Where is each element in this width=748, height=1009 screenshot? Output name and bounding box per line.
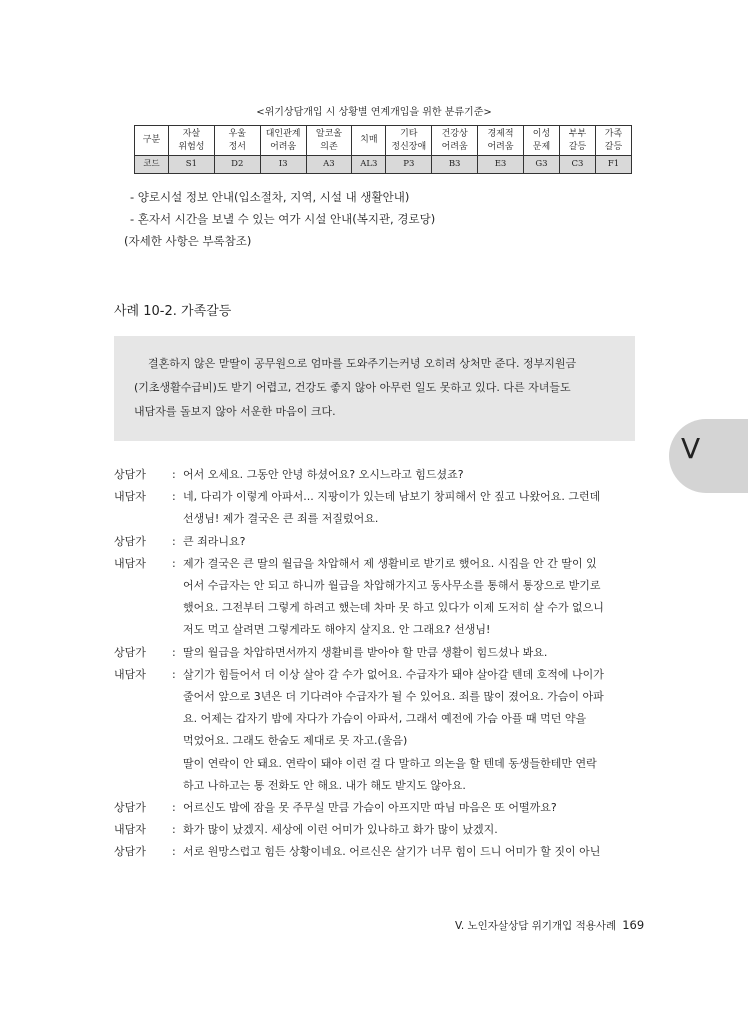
dialogue-turn: 내담자 : 네, 다리가 이렇게 아파서... 지팡이가 있는데 남보기 창피해서 안 짚고 나왔어요. 그런데 선생님! 제가 결국은 큰 죄를 저질렀어요.	[114, 486, 644, 530]
dialogue-line: 제가 결국은 큰 딸의 월급을 차압해서 제 생활비로 받기로 했어요. 시집을 안 간 딸이 있	[183, 556, 597, 570]
table-header-cell: 대인관계 어려움	[260, 126, 306, 156]
dialogue-turn: 상담가 : 딸의 월급을 차압하면서까지 생활비를 받아야 할 만큼 생활이 힘드셨나 봐요.	[114, 642, 644, 664]
speaker-label: 내담자	[114, 556, 146, 570]
table-code-cell: I3	[260, 156, 306, 174]
dialogue-line: 네, 다리가 이렇게 아파서... 지팡이가 있는데 남보기 창피해서 안 짚고 나왔어요. 그런데	[183, 490, 601, 504]
dialogue-line: 큰 죄라니요?	[183, 534, 246, 548]
dialogue-line: 요. 어제는 갑자기 밤에 자다가 가슴이 아파서, 그래서 예전에 가슴 아플 때 먹던 약을	[183, 712, 587, 726]
table-header-row	[135, 126, 632, 156]
table-header-cell: 건강상 어려움	[432, 126, 478, 156]
dialogue-line: 하고 나하고는 통 전화도 안 해요. 내가 해도 받지도 않아요.	[183, 778, 466, 792]
list-item: (자세한 사항은 부록참조)	[124, 234, 252, 248]
dialogue-line: 먹었어요. 그래도 한숨도 제대로 못 자고.(울음)	[183, 734, 408, 748]
speaker-label: 상담가	[114, 468, 146, 481]
table-code-cell: B3	[432, 156, 478, 174]
dialogue-turn: 상담가 : 어서 오세요. 그동안 안녕 하셨어요? 오시느라고 힘드셨죠?	[114, 464, 644, 486]
chapter-tab-label: V	[681, 432, 701, 465]
footer-chapter-title: V. 노인자살상담 위기개입 적용사례	[455, 920, 617, 932]
list-item: - 양로시설 정보 안내(입소절차, 지역, 시설 내 생활안내)	[130, 190, 410, 204]
table-header-cell: 이성 문제	[524, 126, 560, 156]
dialogue-line: 화가 많이 났겠지. 세상에 이런 어미가 있나하고 화가 많이 났겠지.	[183, 823, 498, 837]
table-header-cell: 가족 갈등	[596, 126, 632, 156]
dialogue-line: 줄어서 앞으로 3년은 더 기다려야 수급자가 될 수 있어요. 죄를 많이 졌어요. 가슴이 아파	[183, 690, 604, 704]
dialogue-line: 딸이 연락이 안 돼요. 연락이 돼야 이런 걸 다 말하고 의논을 할 텐데 동생들한테만 연락	[183, 756, 597, 770]
counseling-dialogue	[114, 464, 644, 864]
dialogue-line: 저도 먹고 살려면 그렇게라도 해야지 살지요. 안 그래요? 선생님!	[183, 623, 491, 637]
dialogue-turn: 내담자 : 제가 결국은 큰 딸의 월급을 차압해서 제 생활비로 받기로 했어요. 시집을 안 간 딸이 있 어서 수급자는 안 되고 하니까 월급을 차압해가지고 동사무소를 통해서 통장으로 받기로 했어요. 그전부터 그렇게 하려고 했는데 차마 못 하고 있다가 이제 도저히 살 수가 없으니 저도 먹고 살려면 그렇게라도 해야지 살지요. 안 그래요? 선생님!	[114, 553, 644, 642]
dialogue-line: 선생님! 제가 결국은 큰 죄를 저질렀어요.	[183, 512, 379, 526]
table-code-label: 코드	[135, 156, 169, 174]
table-header-cell: 기타 정신장애	[386, 126, 432, 156]
summary-line: 내담자를 돌보지 않아 서운한 마음이 크다.	[134, 405, 336, 418]
table-code-cell: AL3	[352, 156, 386, 174]
page-number: 169	[622, 918, 645, 932]
table-header-cell: 경제적 어려움	[478, 126, 524, 156]
dialogue-line: 살기가 힘들어서 더 이상 살아 갈 수가 없어요. 수급자가 돼야 살아갈 텐데 호적에 나이가	[183, 667, 604, 681]
classification-table	[134, 125, 632, 174]
speaker-label: 상담가	[114, 801, 146, 815]
list-item: - 혼자서 시간을 보낼 수 있는 여가 시설 안내(복지관, 경로당)	[130, 212, 436, 226]
dialogue-line: 어르신도 밤에 잠을 못 주무실 만큼 가슴이 아프지만 따님 마음은 또 어떨까요?	[183, 801, 557, 815]
speaker-label: 상담가	[114, 845, 146, 859]
table-header-cell: 부부 갈등	[560, 126, 596, 156]
page-footer	[455, 918, 644, 933]
section-title: 사례 10-2. 가족갈등	[114, 304, 232, 319]
dialogue-turn: 내담자 : 화가 많이 났겠지. 세상에 이런 어미가 있나하고 화가 많이 났겠지.	[114, 819, 644, 841]
dialogue-line: 어서 수급자는 안 되고 하니까 월급을 차압해가지고 동사무소를 통해서 통장으로 받기로	[183, 579, 601, 593]
referral-list	[124, 186, 436, 252]
table-code-cell: P3	[386, 156, 432, 174]
table-code-cell: D2	[214, 156, 260, 174]
table-header-label: 구분	[135, 126, 169, 156]
dialogue-line: 딸의 월급을 차압하면서까지 생활비를 받아야 할 만큼 생활이 힘드셨나 봐요.	[183, 645, 548, 659]
table-code-cell: E3	[478, 156, 524, 174]
table-code-cell: A3	[306, 156, 352, 174]
table-code-cell: G3	[524, 156, 560, 174]
summary-line: (기초생활수급비)도 받기 어렵고, 건강도 좋지 않아 아무런 일도 못하고 있다. 다른 자녀들도	[134, 381, 571, 394]
dialogue-turn: 상담가 : 큰 죄라니요?	[114, 531, 644, 553]
dialogue-turn: 상담가 : 어르신도 밤에 잠을 못 주무실 만큼 가슴이 아프지만 따님 마음은 또 어떨까요?	[114, 797, 644, 819]
case-summary-box	[114, 336, 635, 441]
speaker-label: 상담가	[114, 534, 146, 548]
table-code-cell: C3	[560, 156, 596, 174]
table-header-cell: 자살 위험성	[169, 126, 215, 156]
dialogue-line: 어서 오세요. 그동안 안녕 하셨어요? 오시느라고 힘드셨죠?	[183, 468, 464, 481]
speaker-label: 내담자	[114, 490, 146, 504]
table-code-row	[135, 156, 632, 174]
table-code-cell: S1	[169, 156, 215, 174]
table-caption: <위기상담개입 시 상황별 연계개입을 위한 분류기준>	[256, 107, 492, 118]
table-header-cell: 우울 정서	[214, 126, 260, 156]
dialogue-line: 했어요. 그전부터 그렇게 하려고 했는데 차마 못 하고 있다가 이제 도저히 살 수가 없으니	[183, 601, 604, 615]
table-header-cell: 알코올 의존	[306, 126, 352, 156]
speaker-label: 내담자	[114, 667, 146, 681]
speaker-label: 내담자	[114, 823, 146, 837]
dialogue-line: 서로 원망스럽고 힘든 상황이네요. 어르신은 살기가 너무 힘이 드니 어미가 할 짓이 아닌	[183, 845, 601, 859]
dialogue-turn: 내담자 : 살기가 힘들어서 더 이상 살아 갈 수가 없어요. 수급자가 돼야 살아갈 텐데 호적에 나이가 줄어서 앞으로 3년은 더 기다려야 수급자가 될 수 있어요. 죄를 많이 졌어요. 가슴이 아파 요. 어제는 갑자기 밤에 자다가 가슴이 아파서, 그래서 예전에 가슴 아플 때 먹던 약을 먹었어요. 그래도 한숨도 제대로 못 자고.(울음) 딸이 연락이 안 돼요. 연락이 돼야 이런 걸 다 말하고 의논을 할 텐데 동생들한테만 연락 하고 나하고는 통 전화도 안 해요. 내가 해도 받지도 않아요.	[114, 664, 644, 797]
table-header-cell: 치매	[352, 126, 386, 156]
table-code-cell: F1	[596, 156, 632, 174]
dialogue-turn: 상담가 : 서로 원망스럽고 힘든 상황이네요. 어르신은 살기가 너무 힘이 드니 어미가 할 짓이 아닌	[114, 841, 644, 863]
summary-line: 결혼하지 않은 맏딸이 공무원으로 엄마를 도와주기는커녕 오히려 상처만 준다. 정부지원금	[148, 357, 577, 370]
speaker-label: 상담가	[114, 645, 146, 659]
